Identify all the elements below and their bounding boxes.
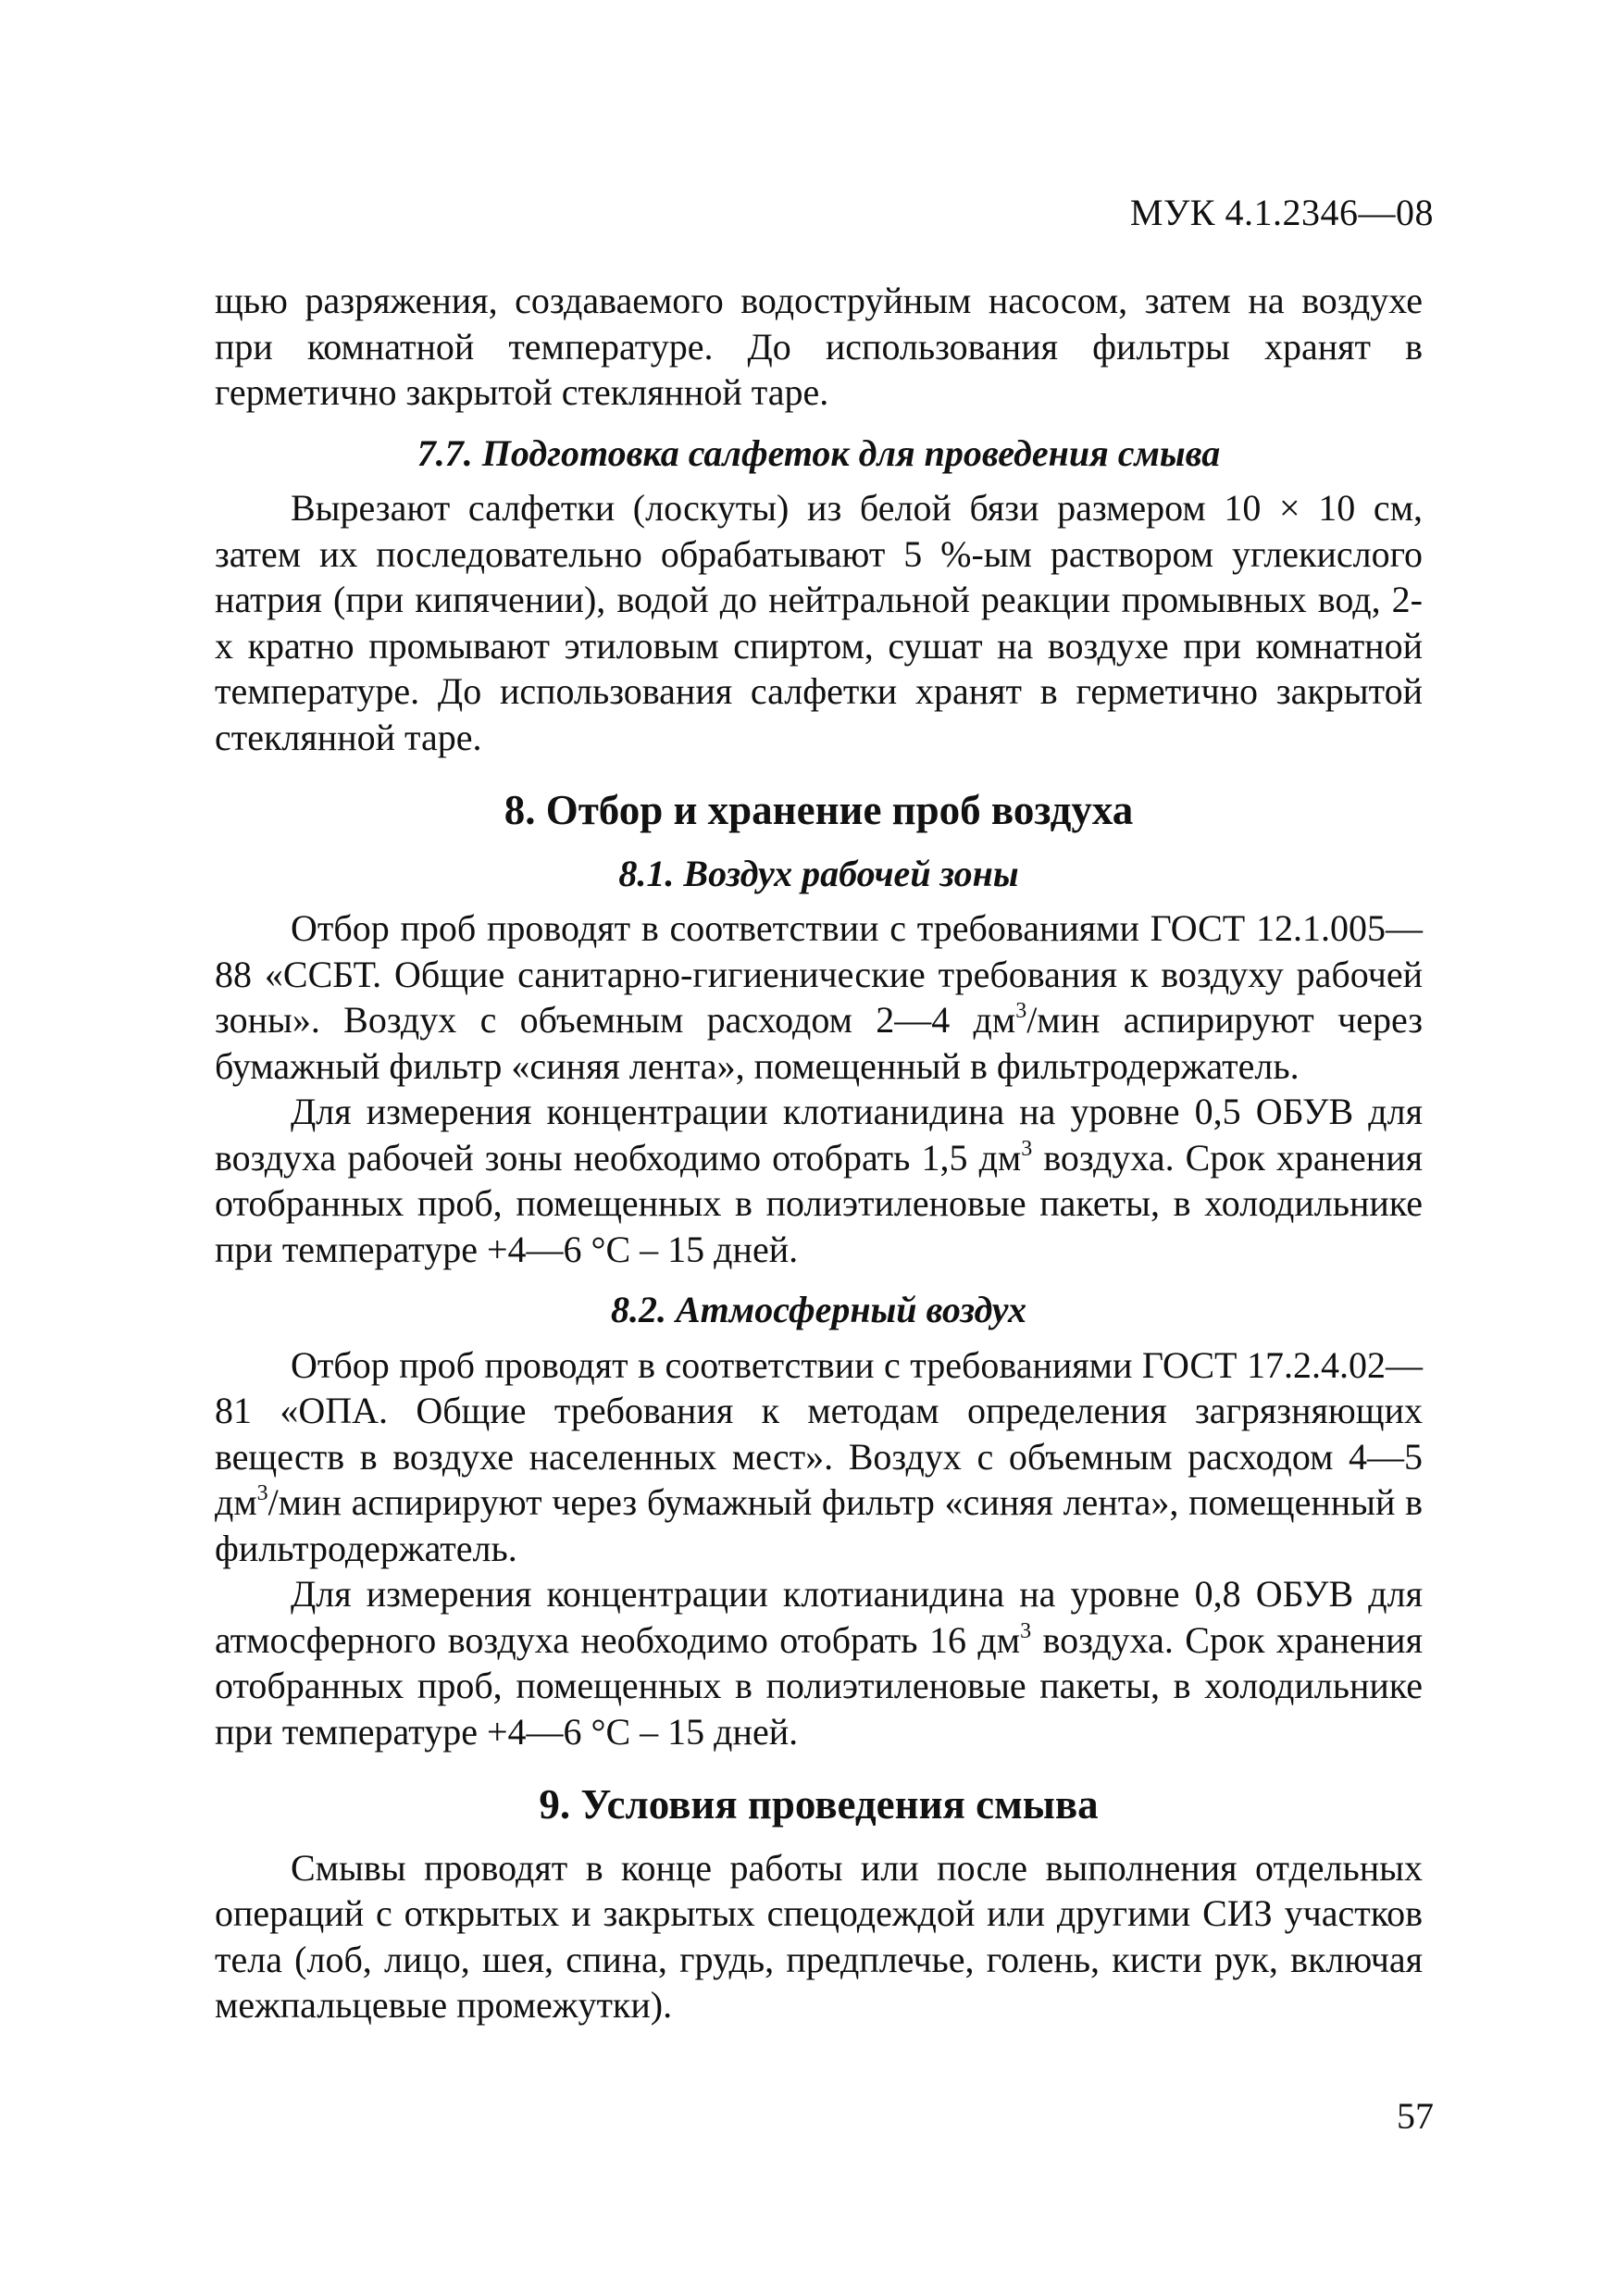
text-fragment: Для измерения концентрации клотианидина на уровне 0,8 ОБУВ для атмосферного воздуха необходимо отобрать 16 дм — [215, 1573, 1423, 1661]
section-9-paragraph: Смывы проводят в конце работы или после выполнения отдельных операций с открытых и закрытых спецодеждой или другими СИЗ участков тела (лоб, лицо, шея, спина, грудь, предплечье, голень, кисти рук, включая межпальцевые промежутки). — [215, 1846, 1423, 2026]
superscript: 3 — [1015, 999, 1027, 1023]
page-content — [215, 278, 1423, 2028]
text-fragment: /мин аспирируют через бумажный фильтр «синяя лента», помещенный в фильтродержатель. — [215, 1481, 1423, 1569]
text-fragment: Для измерения концентрации клотианидина на уровне 0,5 ОБУВ для воздуха рабочей зоны необходимо отобрать 1,5 дм — [215, 1091, 1423, 1179]
document-code: МУК 4.1.2346—08 — [1129, 192, 1434, 233]
section-8-2-paragraph-2 — [215, 1571, 1423, 1754]
superscript: 3 — [1020, 1618, 1032, 1643]
section-7-7-heading: 7.7. Подготовка салфеток для проведения смыва — [417, 431, 1221, 474]
text-fragment: воздуха. Срок хранения отобранных проб, помещенных в полиэтиленовые пакеты, в холодильнике при температуре +4—6 °С – 15 дней. — [215, 1618, 1423, 1753]
superscript: 3 — [256, 1481, 268, 1505]
section-8-2-paragraph-1 — [215, 1342, 1423, 1572]
section-7-7-paragraph: Вырезают салфетки (лоскуты) из белой бязи размером 10 × 10 см, затем их последовательно обрабатывают 5 %-ым раствором углекислого натрия (при кипячении), водой до нейтральной реакции промывных вод, 2-х кратно промывают этиловым спиртом, сушат на воздухе при комнатной температуре. До использования салфетки хранят в герметично закрытой стеклянной таре. — [215, 487, 1423, 758]
page-number: 57 — [1397, 2095, 1434, 2137]
section-8-2-heading: 8.2. Атмосферный воздух — [611, 1289, 1026, 1330]
section-8-1-paragraph-2 — [215, 1089, 1423, 1272]
superscript: 3 — [1021, 1136, 1033, 1161]
text-fragment: /мин аспирируют через бумажный фильтр «синяя лента», помещенный в фильтродержатель. — [215, 999, 1424, 1087]
section-8-1-heading: 8.1. Воздух рабочей зоны — [618, 852, 1019, 894]
intro-paragraph: щью разряжения, создаваемого водоструйным насосом, затем на воздухе при комнатной температуре. До использования фильтры хранят в герметично закрытой стеклянной таре. — [215, 280, 1423, 413]
section-8-1-paragraph-1 — [215, 905, 1423, 1089]
text-fragment: Отбор проб проводят в соответствии с требованиями ГОСТ 17.2.4.02—81 «ОПА. Общие требования к методам определения загрязняющих веществ в воздухе населенных мест». Воздух с объемным расходом 4—5 дм — [215, 1343, 1423, 1523]
section-8-heading: 8. Отбор и хранение проб воздуха — [504, 787, 1134, 833]
text-fragment: воздуха. Срок хранения отобранных проб, помещенных в полиэтиленовые пакеты, в холодильнике при температуре +4—6 °С – 15 дней. — [215, 1136, 1423, 1270]
text-fragment: Отбор проб проводят в соответствии с требованиями ГОСТ 12.1.005—88 «ССБТ. Общие санитарно-гигиенические требования к воздуху рабочей зоны». Воздух с объемным расходом 2—4 дм — [215, 907, 1423, 1041]
section-9-heading: 9. Условия проведения смыва — [539, 1781, 1099, 1828]
